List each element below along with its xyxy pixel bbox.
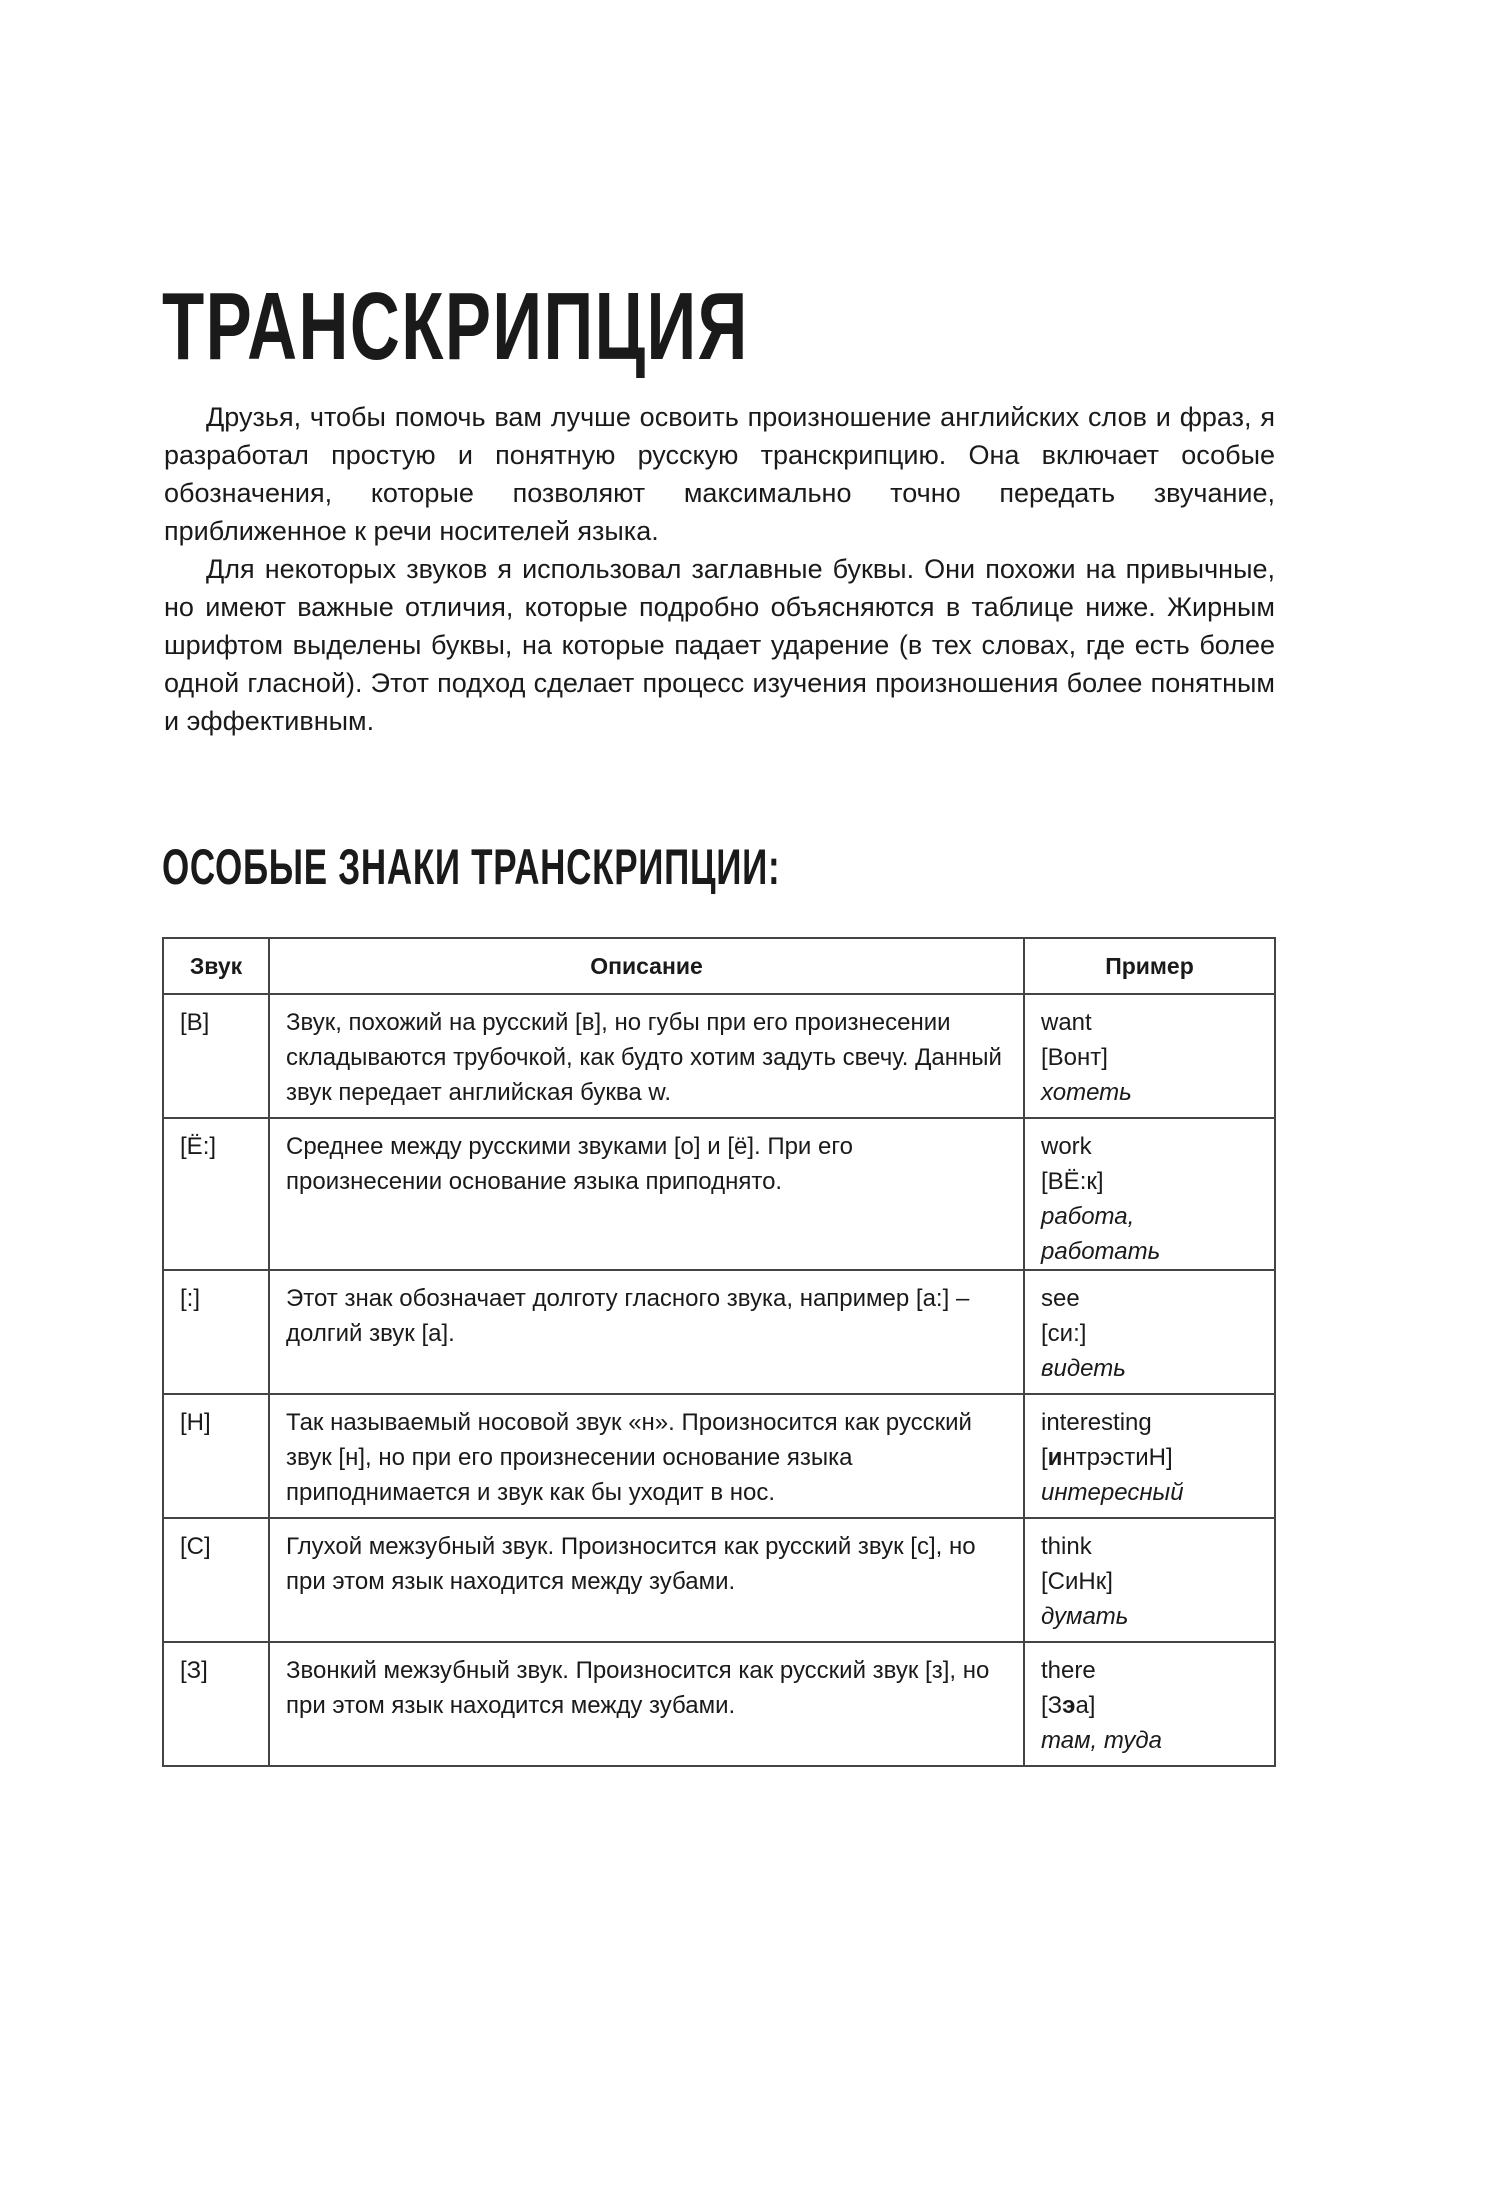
example-cell <box>1024 1518 1275 1642</box>
description-cell: Глухой межзубный звук. Произносится как русский звук [с], но при этом язык находится между зубами. <box>269 1518 1024 1642</box>
sound-cell: [В] <box>163 994 269 1118</box>
example-translation: видеть <box>1041 1355 1126 1382</box>
intro-paragraph: Для некоторых звуков я использовал заглавные буквы. Они похожи на привычные, но имеют важные отличия, которые подробно объясняются в таблице ниже. Жирным шрифтом выделены буквы, на которые падает ударение (в тех словах, где есть более одной гласной). Этот подход сделает процесс изучения произношения более понятным и эффективным. <box>164 554 1275 736</box>
table-row <box>163 1270 1275 1394</box>
transcription-part: [З <box>1041 1692 1063 1719</box>
description-cell: Этот знак обозначает долготу гласного звука, например [а:] – долгий звук [а]. <box>269 1270 1024 1394</box>
page-title: ТРАНСКРИПЦИЯ <box>162 273 749 380</box>
example-word: work <box>1041 1133 1092 1160</box>
table-header-row <box>163 938 1275 994</box>
stressed-letter: э <box>1062 1692 1076 1719</box>
example-transcription <box>1041 1440 1258 1475</box>
example-transcription <box>1041 1564 1258 1599</box>
table-row <box>163 1394 1275 1518</box>
sound-cell: [Ё:] <box>163 1118 269 1270</box>
transcription-part: а] <box>1075 1692 1096 1719</box>
sound-cell: [:] <box>163 1270 269 1394</box>
sound-cell: [Н] <box>163 1394 269 1518</box>
description-cell: Так называемый носовой звук «н». Произносится как русский звук [н], но при его произнесении основание языка приподнимается и звук как бы уходит в нос. <box>269 1394 1024 1518</box>
example-transcription <box>1041 1688 1258 1723</box>
example-translation: хотеть <box>1041 1079 1132 1106</box>
example-word: see <box>1041 1285 1080 1312</box>
header-example: Пример <box>1024 938 1275 994</box>
stressed-letter: и <box>1047 1444 1063 1471</box>
example-cell <box>1024 1118 1275 1270</box>
example-transcription <box>1041 1040 1258 1075</box>
example-word: think <box>1041 1533 1092 1560</box>
example-cell <box>1024 1394 1275 1518</box>
description-cell: Среднее между русскими звуками [о] и [ё]. При его произнесении основание языка приподнято. <box>269 1118 1024 1270</box>
transcription-part: [СиНк] <box>1041 1568 1113 1595</box>
intro-text <box>164 398 1275 740</box>
example-translation: интересный <box>1041 1479 1184 1506</box>
example-word: there <box>1041 1657 1096 1684</box>
sound-cell: [С] <box>163 1518 269 1642</box>
example-transcription <box>1041 1164 1258 1199</box>
table-row <box>163 994 1275 1118</box>
example-cell <box>1024 994 1275 1118</box>
transcription-part: [ <box>1041 1444 1048 1471</box>
header-description: Описание <box>269 938 1024 994</box>
example-translation: думать <box>1041 1603 1129 1630</box>
transcription-part: [си:] <box>1041 1320 1087 1347</box>
example-transcription <box>1041 1316 1258 1351</box>
example-word: want <box>1041 1009 1092 1036</box>
example-translation: работа, работать <box>1041 1203 1161 1265</box>
transcription-part: [ВЁ:к] <box>1041 1168 1104 1195</box>
transcription-table <box>162 937 1276 1767</box>
intro-paragraph: Друзья, чтобы помочь вам лучше освоить произношение английских слов и фраз, я разработал простую и понятную русскую транскрипцию. Она включает особые обозначения, которые позволяют максимально точно передать звучание, приближенное к речи носителей языка. <box>164 402 1275 546</box>
example-translation: там, туда <box>1041 1727 1162 1754</box>
header-sound: Звук <box>163 938 269 994</box>
transcription-part: нтрэстиН] <box>1062 1444 1173 1471</box>
example-word: interesting <box>1041 1409 1152 1436</box>
description-cell: Звук, похожий на русский [в], но губы при его произнесении складываются трубочкой, как будто хотим задуть свечу. Данный звук передает английская буква w. <box>269 994 1024 1118</box>
table-row <box>163 1118 1275 1270</box>
section-title: ОСОБЫЕ ЗНАКИ ТРАНСКРИПЦИИ: <box>162 839 781 895</box>
description-cell: Звонкий межзубный звук. Произносится как русский звук [з], но при этом язык находится между зубами. <box>269 1642 1024 1766</box>
transcription-part: [Вонт] <box>1041 1044 1108 1071</box>
example-cell <box>1024 1270 1275 1394</box>
table-row <box>163 1642 1275 1766</box>
sound-cell: [З] <box>163 1642 269 1766</box>
table-row <box>163 1518 1275 1642</box>
example-cell <box>1024 1642 1275 1766</box>
